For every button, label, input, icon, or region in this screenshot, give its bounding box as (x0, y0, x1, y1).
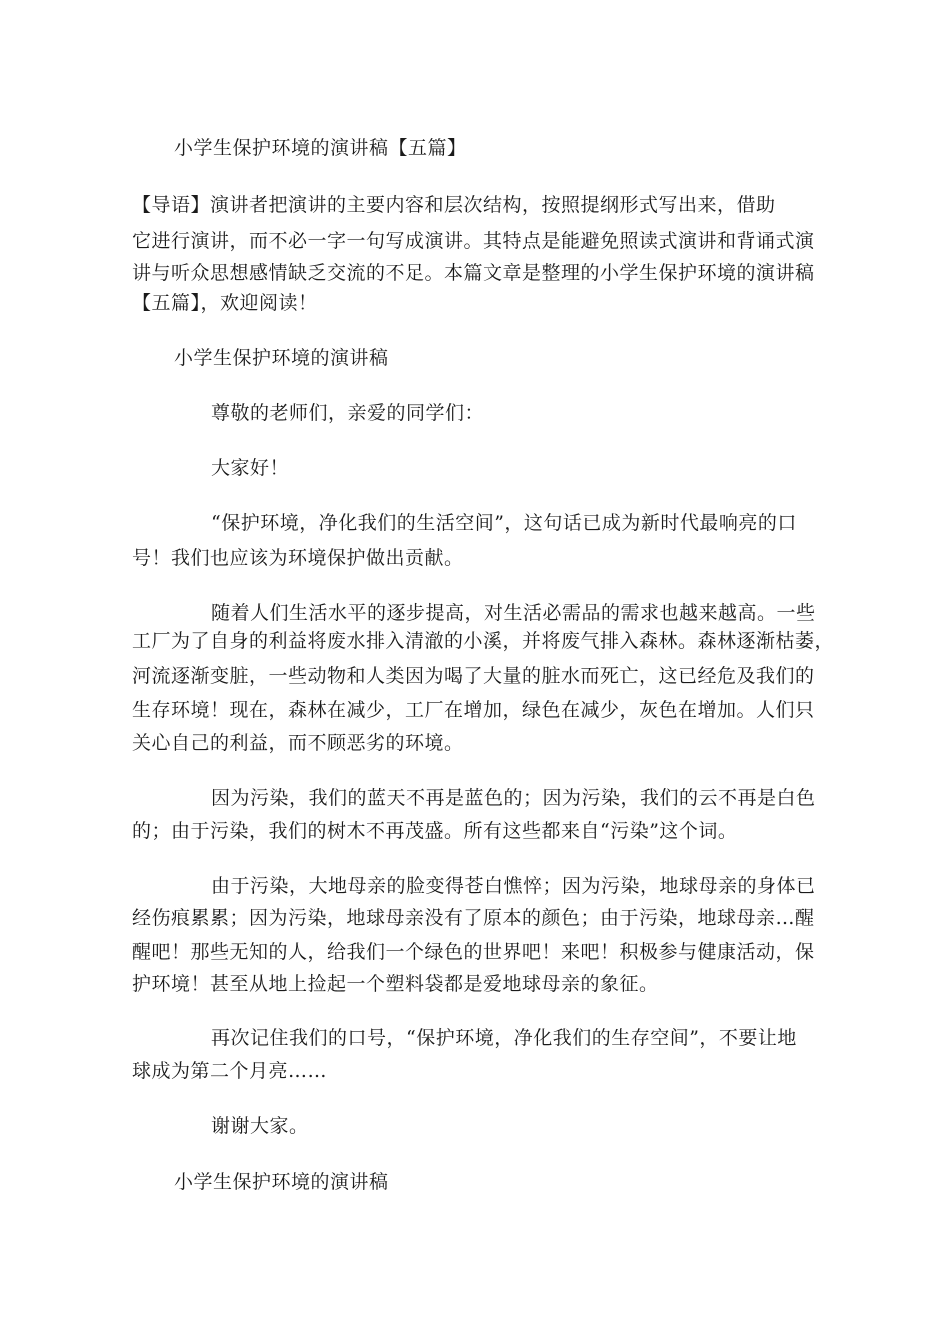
paragraph-line: 河流逐渐变脏，一些动物和人类因为喝了大量的脏水而死亡，这已经危及我们的 (132, 665, 815, 687)
paragraph-line: 工厂为了自身的利益将废水排入清澈的小溪，并将废气排入森林。森林逐渐枯萎， (132, 630, 835, 652)
paragraph-line: 护环境！甚至从地上捡起一个塑料袋都是爱地球母亲的象征。 (132, 973, 659, 995)
paragraph-line: “保护环境，净化我们的生活空间”，这句话已成为新时代最响亮的口 (211, 512, 797, 534)
paragraph-line: 经伤痕累累；因为污染，地球母亲没有了原本的颜色；由于污染，地球母亲…醒 (132, 907, 815, 929)
paragraph-line: 醒吧！那些无知的人，给我们一个绿色的世界吧！来吧！积极参与健康活动，保 (132, 941, 815, 963)
section-heading: 小学生保护环境的演讲稿 (174, 1171, 389, 1193)
paragraph-line: 随着人们生活水平的逐步提高，对生活必需品的需求也越来越高。一些 (211, 602, 816, 624)
intro-line: 讲与听众思想感情缺乏交流的不足。本篇文章是整理的小学生保护环境的演讲稿 (132, 262, 815, 284)
paragraph-line: 球成为第二个月亮…… (132, 1060, 328, 1082)
closing: 谢谢大家。 (211, 1115, 309, 1137)
intro-line: 它进行演讲，而不必一字一句写成演讲。其特点是能避免照读式演讲和背诵式演 (132, 230, 815, 252)
intro-line: 【五篇】，欢迎阅读！ (132, 292, 318, 314)
paragraph-line: 的；由于污染，我们的树木不再茂盛。所有这些都来自“污染”这个词。 (132, 820, 738, 842)
salutation: 尊敬的老师们，亲爱的同学们： (211, 402, 485, 424)
section-heading: 小学生保护环境的演讲稿 (174, 347, 389, 369)
paragraph-line: 关心自己的利益，而不顾恶劣的环境。 (132, 732, 464, 754)
greeting: 大家好！ (211, 457, 290, 479)
paragraph-line: 由于污染，大地母亲的脸变得苍白憔悴；因为污染，地球母亲的身体已 (211, 875, 816, 897)
paragraph-line: 再次记住我们的口号，“保护环境，净化我们的生存空间”，不要让地 (211, 1027, 797, 1049)
paragraph-line: 号！我们也应该为环境保护做出贡献。 (132, 547, 464, 569)
paragraph-line: 因为污染，我们的蓝天不再是蓝色的；因为污染，我们的云不再是白色 (211, 787, 816, 809)
document-title: 小学生保护环境的演讲稿【五篇】 (174, 137, 467, 159)
intro-line: 【导语】演讲者把演讲的主要内容和层次结构，按照提纲形式写出来，借助 (132, 194, 776, 216)
paragraph-line: 生存环境！现在，森林在减少，工厂在增加，绿色在减少，灰色在增加。人们只 (132, 699, 815, 721)
